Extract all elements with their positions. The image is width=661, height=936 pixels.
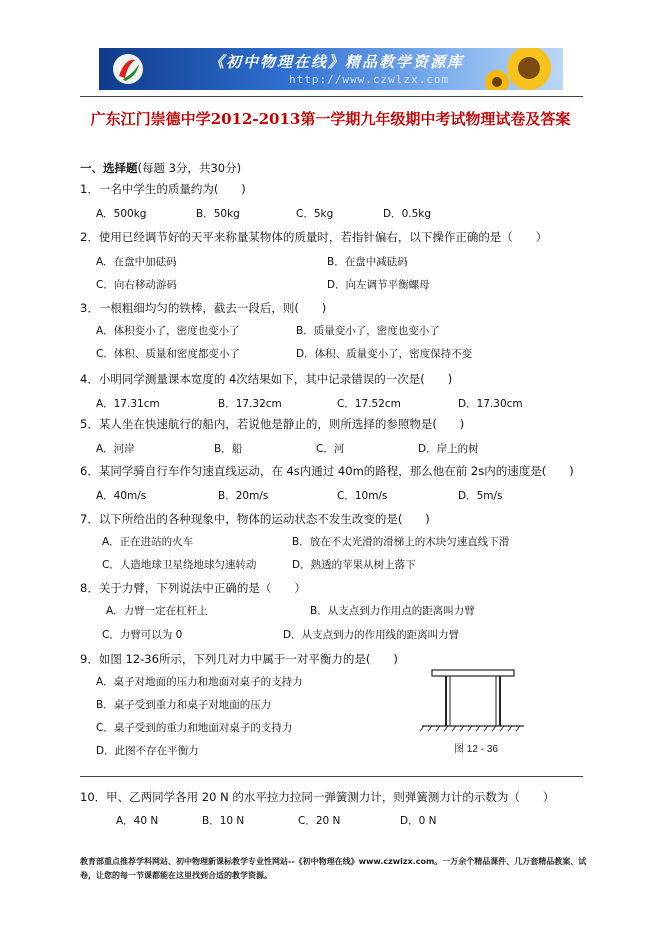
- answer-option: C．体积、质量和密度都变小了: [96, 348, 240, 360]
- answer-option: D．此图不存在平衡力: [96, 745, 199, 757]
- answer-option: A．体积变小了，密度也变小了: [96, 325, 240, 337]
- document-title: 广东江门崇德中学2012-2013第一学期九年级期中考试物理试卷及答案: [90, 110, 571, 128]
- answer-option: C．向右移动游码: [96, 279, 177, 291]
- answer-option: C．桌子受到的重力和地面对桌子的支持力: [96, 722, 293, 734]
- answer-option: C．河: [316, 443, 345, 455]
- answer-option: B．船: [214, 443, 243, 455]
- page-footer: 教育部重点推荐学科网站、初中物理新课标教学专业性网站--《初中物理在线》www.czwlzx.com。一万余个精品课件、几万套精品教案、试卷，让您的每一节课都能在这里找到合适的教学资源。: [80, 857, 587, 880]
- answer-option: D．从支点到力的作用线的距离叫力臂: [283, 629, 460, 641]
- answer-option: B．放在不太光滑的滑梯上的木块匀速直线下滑: [292, 536, 510, 548]
- answer-option: D．熟透的苹果从树上落下: [292, 559, 416, 571]
- question-stem: 9．如图 12-36所示，下列几对力中属于一对平衡力的是( ): [80, 652, 398, 666]
- answer-option: D．17.30cm: [458, 398, 523, 410]
- answer-option: B．在盘中减砝码: [327, 256, 408, 268]
- ground: [420, 726, 524, 731]
- sunflower-icon: [477, 48, 563, 90]
- divider-rule: [80, 776, 583, 777]
- answer-option: A．河岸: [96, 443, 135, 455]
- answer-option: A．桌子对地面的压力和地面对桌子的支持力: [96, 676, 303, 688]
- question-stem: 1．一名中学生的质量约为( ): [80, 182, 246, 196]
- answer-option: B．从支点到力作用点的距离叫力臂: [310, 605, 475, 617]
- tabletop: [432, 670, 514, 676]
- answer-option: A．40 N: [116, 815, 159, 827]
- answer-option: D．体积、质量变小了，密度保持不变: [296, 348, 473, 360]
- banner-title: 《初中物理在线》精品教学资源库: [209, 53, 465, 71]
- question-stem: 8．关于力臂，下列说法中正确的是（ ）: [80, 581, 306, 595]
- answer-option: B．17.32cm: [218, 398, 282, 410]
- answer-option: C．力臂可以为 0: [102, 629, 183, 641]
- answer-option: B．质量变小了，密度也变小了: [296, 325, 440, 337]
- answer-option: C．10m/s: [337, 490, 388, 502]
- question-stem: 7．以下所给出的各种现象中，物体的运动状态不发生改变的是( ): [80, 512, 430, 526]
- answer-option: A．力臂一定在杠杆上: [106, 605, 208, 617]
- answer-option: B．20m/s: [218, 490, 269, 502]
- question-stem: 6．某同学骑自行车作匀速直线运动，在 4s内通过 40m的路程，那么他在前 2s内的速度是( ): [80, 464, 574, 478]
- header-rule: [80, 96, 583, 97]
- section-heading: [80, 160, 241, 176]
- answer-option: D．岸上的树: [418, 443, 479, 455]
- question-stem: 4．小明同学测量课本宽度的 4次结果如下，其中记录错误的一次是( ): [80, 372, 453, 386]
- answer-option: D．0.5kg: [383, 208, 432, 220]
- answer-option: A．在盘中加砝码: [96, 256, 177, 268]
- answer-option: A．40m/s: [96, 490, 147, 502]
- section-title: 一、选择题: [80, 161, 138, 175]
- answer-option: B．50kg: [196, 208, 240, 220]
- question-stem: 10．甲、乙两同学各用 20 N 的水平拉力拉同一弹簧测力计，则弹簧测力计的示数为（ ）: [80, 790, 555, 804]
- question-stem: 2．使用已经调节好的天平来称量某物体的质量时，若指针偏右，以下操作正确的是（ ）: [80, 230, 548, 244]
- answer-option: D．0 N: [400, 815, 437, 827]
- answer-option: C．5kg: [296, 208, 334, 220]
- header-banner: [99, 48, 563, 90]
- question-stem: 5．某人坐在快速航行的船内，若说他是静止的，则所选择的参照物是( ): [80, 417, 465, 431]
- question-stem: 3．一根粗细均匀的铁棒，截去一段后，则( ): [80, 301, 327, 315]
- answer-option: C．20 N: [298, 815, 341, 827]
- banner-url: http://www.czwlzx.com: [289, 73, 450, 86]
- answer-option: B．10 N: [202, 815, 245, 827]
- table-leg-left: [446, 676, 450, 726]
- figure-caption: 图 12 - 36: [454, 744, 498, 755]
- site-logo-icon: [111, 52, 145, 86]
- answer-option: A．正在进站的火车: [102, 536, 194, 548]
- table-figure: [418, 662, 528, 762]
- answer-option: A．17.31cm: [96, 398, 160, 410]
- answer-option: B．桌子受到重力和桌子对地面的压力: [96, 699, 272, 711]
- section-note: (每题 3分，共30分): [137, 161, 242, 175]
- table-leg-right: [496, 676, 500, 726]
- answer-option: A．500kg: [96, 208, 147, 220]
- answer-option: C．人造地球卫星绕地球匀速转动: [102, 559, 257, 571]
- answer-option: D．向左调节平衡螺母: [327, 279, 430, 291]
- answer-option: C．17.52cm: [337, 398, 401, 410]
- answer-option: D．5m/s: [458, 490, 503, 502]
